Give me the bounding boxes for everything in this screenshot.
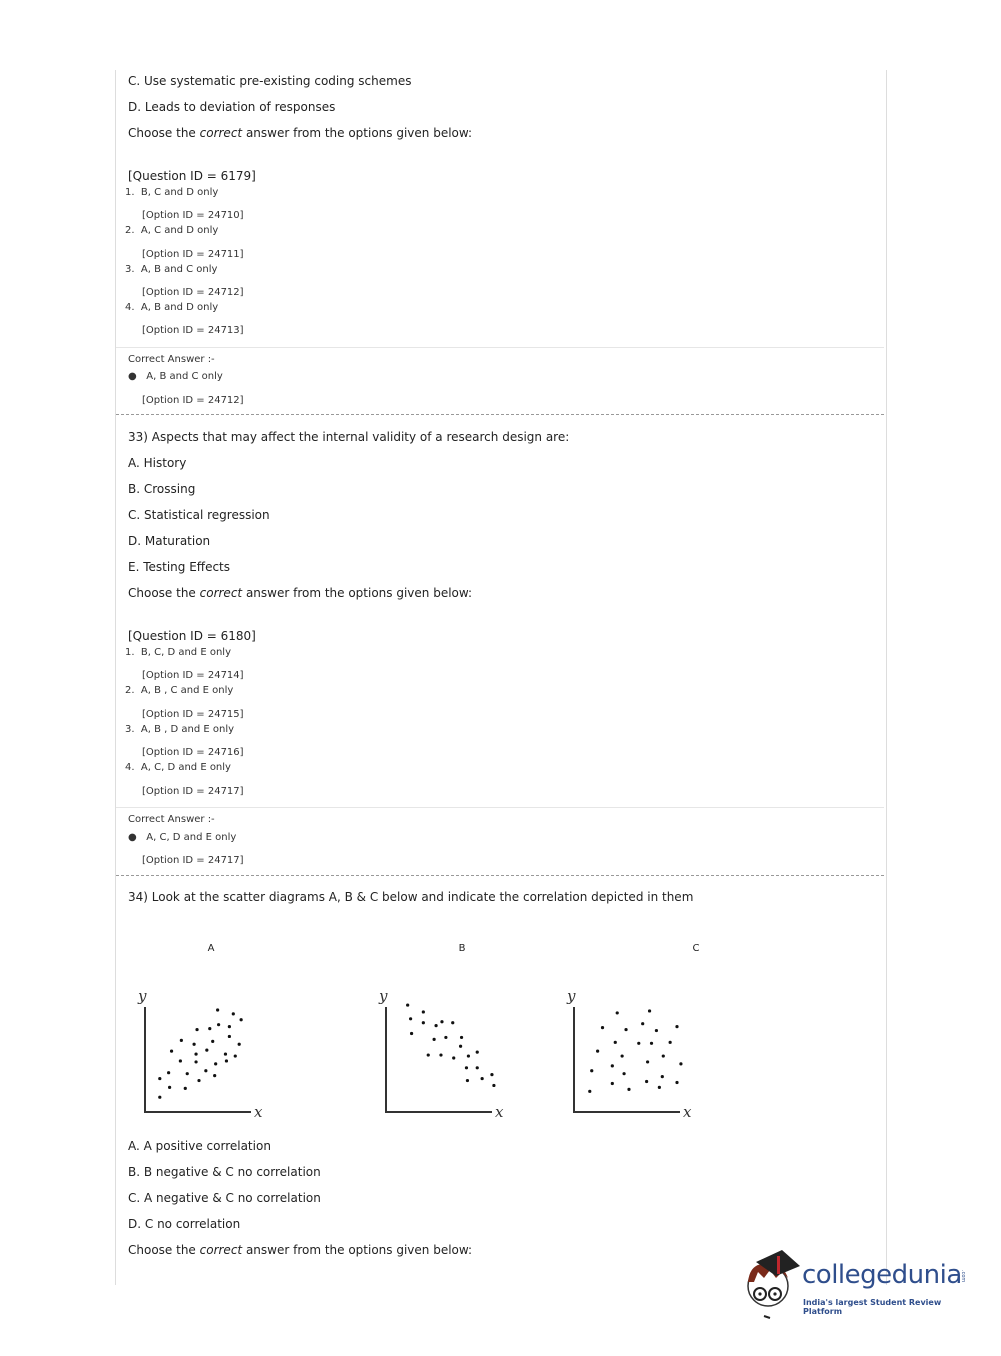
- logo-tagline: India's largest Student Review Platform: [803, 1298, 942, 1316]
- data-point: [669, 1041, 672, 1044]
- plot-label-c: C: [692, 943, 700, 954]
- option-id: [Option ID = 24713]: [142, 325, 244, 336]
- choose-emphasis: correct: [199, 1243, 243, 1257]
- data-point: [648, 1009, 651, 1012]
- data-point: [650, 1042, 653, 1045]
- data-point: [224, 1052, 227, 1055]
- data-point: [225, 1059, 228, 1062]
- data-point: [194, 1052, 197, 1055]
- data-point: [440, 1020, 443, 1023]
- logo-tld: .com: [960, 1270, 966, 1283]
- data-point: [433, 1038, 436, 1041]
- data-point: [184, 1087, 187, 1090]
- data-point: [662, 1054, 665, 1057]
- option-id: [Option ID = 24711]: [142, 249, 244, 260]
- option-id: [Option ID = 24710]: [142, 210, 244, 221]
- option-c: C. A negative & C no correlation: [128, 1191, 321, 1205]
- scatter-plot-c: [559, 987, 699, 1127]
- data-point: [406, 1003, 409, 1006]
- data-point: [439, 1053, 442, 1056]
- choose-prefix: Choose the: [128, 1243, 200, 1257]
- data-point: [611, 1064, 614, 1067]
- data-point: [409, 1017, 412, 1020]
- option-id: [Option ID = 24716]: [142, 747, 244, 758]
- axes: [386, 1007, 492, 1112]
- data-point: [601, 1026, 604, 1029]
- option-text: A, C, D and E only: [140, 762, 231, 773]
- option-2: [125, 225, 218, 237]
- data-point: [675, 1025, 678, 1028]
- data-point: [427, 1053, 430, 1056]
- data-point: [234, 1054, 237, 1057]
- statement-d: D. Maturation: [128, 534, 211, 548]
- option-text: A, B and D only: [140, 302, 219, 313]
- logo-brand: collegedunia: [802, 1260, 962, 1290]
- data-point: [158, 1077, 161, 1080]
- plot-label-b: B: [458, 943, 466, 954]
- data-point: [465, 1066, 468, 1069]
- choose-prefix: Choose the: [128, 126, 200, 140]
- data-point: [444, 1036, 447, 1039]
- y-axis-label: y: [567, 987, 576, 1005]
- correct-option-id: [Option ID = 24717]: [142, 855, 244, 866]
- data-point: [195, 1028, 198, 1031]
- data-point: [179, 1059, 182, 1062]
- statement-d: D. Leads to deviation of responses: [128, 100, 336, 114]
- data-point: [641, 1022, 644, 1025]
- option-4: [125, 302, 218, 314]
- data-point: [645, 1080, 648, 1083]
- divider: [116, 347, 884, 348]
- statement-e: E. Testing Effects: [128, 560, 230, 574]
- correct-answer-label: Correct Answer :-: [128, 814, 215, 825]
- data-point: [596, 1050, 599, 1053]
- data-point: [590, 1069, 593, 1072]
- data-point: [679, 1062, 682, 1065]
- x-axis-label: x: [683, 1103, 692, 1121]
- option-num: 4.: [125, 762, 135, 773]
- scatter-plot-b: [371, 987, 511, 1127]
- data-point: [194, 1060, 197, 1063]
- option-num: 3.: [125, 724, 135, 735]
- option-text: A, B , D and E only: [140, 724, 235, 735]
- data-point: [217, 1023, 220, 1026]
- data-point: [452, 1056, 455, 1059]
- statement-c: C. Statistical regression: [128, 508, 270, 522]
- statement-a: A. History: [128, 456, 187, 470]
- correct-answer: ● A, B and C only: [128, 371, 223, 382]
- data-point: [205, 1049, 208, 1052]
- data-point: [661, 1075, 664, 1078]
- option-2: [125, 685, 233, 697]
- option-num: 1.: [125, 647, 135, 658]
- option-text: B, C, D and E only: [140, 647, 231, 658]
- option-num: 2.: [125, 685, 135, 696]
- correct-answer-label: Correct Answer :-: [128, 354, 215, 365]
- question-33: 33) Aspects that may affect the internal validity of a research design are:: [128, 430, 570, 444]
- question-id: [Question ID = 6179]: [128, 169, 256, 183]
- data-point: [170, 1050, 173, 1053]
- data-point: [627, 1088, 630, 1091]
- option-num: 2.: [125, 225, 135, 236]
- data-point: [238, 1043, 241, 1046]
- y-axis-label: y: [379, 987, 388, 1005]
- choose-suffix: answer from the options given below:: [242, 126, 473, 140]
- data-point: [622, 1072, 625, 1075]
- data-point: [624, 1028, 627, 1031]
- data-point: [197, 1079, 200, 1082]
- data-point: [492, 1084, 495, 1087]
- option-b: B. B negative & C no correlation: [128, 1165, 321, 1179]
- choose-suffix: answer from the options given below:: [242, 1243, 473, 1257]
- data-point: [204, 1069, 207, 1072]
- option-3: [125, 264, 217, 276]
- option-d: D. C no correlation: [128, 1217, 241, 1231]
- question-divider: [116, 414, 884, 415]
- data-point: [167, 1071, 170, 1074]
- axes: [574, 1007, 680, 1112]
- correct-option-id: [Option ID = 24712]: [142, 395, 244, 406]
- data-point: [614, 1041, 617, 1044]
- data-point: [410, 1032, 413, 1035]
- option-a: A. A positive correlation: [128, 1139, 271, 1153]
- question-divider: [116, 875, 884, 876]
- data-point: [481, 1077, 484, 1080]
- data-point: [655, 1029, 658, 1032]
- data-point: [588, 1090, 591, 1093]
- data-point: [466, 1079, 469, 1082]
- data-point: [459, 1045, 462, 1048]
- data-point: [158, 1096, 161, 1099]
- data-point: [434, 1024, 437, 1027]
- statement-b: B. Crossing: [128, 482, 196, 496]
- data-point: [451, 1021, 454, 1024]
- plot-label-a: A: [207, 943, 215, 954]
- correct-answer: ● A, C, D and E only: [128, 832, 237, 843]
- x-axis-label: x: [254, 1103, 263, 1121]
- data-point: [476, 1066, 479, 1069]
- choose-emphasis: correct: [199, 586, 243, 600]
- choose-instruction: [128, 1243, 472, 1257]
- choose-prefix: Choose the: [128, 586, 200, 600]
- y-axis-label: y: [138, 987, 147, 1005]
- data-point: [611, 1082, 614, 1085]
- option-text: A, B , C and E only: [140, 685, 234, 696]
- data-point: [208, 1027, 211, 1030]
- question-id: [Question ID = 6180]: [128, 629, 256, 643]
- correct-answer-text: A, C, D and E only: [146, 832, 237, 843]
- statement-c: C. Use systematic pre-existing coding schemes: [128, 74, 412, 88]
- data-point: [476, 1051, 479, 1054]
- question-34: 34) Look at the scatter diagrams A, B & C below and indicate the correlation depicted in them: [128, 890, 694, 904]
- data-point: [422, 1010, 425, 1013]
- data-point: [460, 1036, 463, 1039]
- data-point: [193, 1043, 196, 1046]
- option-id: [Option ID = 24714]: [142, 670, 244, 681]
- choose-emphasis: correct: [199, 126, 243, 140]
- option-text: A, B and C only: [140, 264, 218, 275]
- divider: [116, 807, 884, 808]
- scatter-plot-a: [130, 987, 270, 1127]
- option-1: [125, 647, 231, 659]
- data-point: [186, 1072, 189, 1075]
- data-point: [216, 1008, 219, 1011]
- option-id: [Option ID = 24715]: [142, 709, 244, 720]
- data-point: [232, 1012, 235, 1015]
- data-point: [240, 1018, 243, 1021]
- choose-instruction: [128, 586, 472, 600]
- data-point: [214, 1062, 217, 1065]
- option-1: [125, 187, 218, 199]
- data-point: [180, 1039, 183, 1042]
- mascot-icon: [742, 1248, 804, 1323]
- collegedunia-logo: [742, 1248, 972, 1323]
- option-3: [125, 724, 234, 736]
- x-axis-label: x: [495, 1103, 504, 1121]
- option-num: 1.: [125, 187, 135, 198]
- option-num: 3.: [125, 264, 135, 275]
- data-point: [637, 1042, 640, 1045]
- option-id: [Option ID = 24712]: [142, 287, 244, 298]
- option-text: A, C and D only: [140, 225, 219, 236]
- option-text: B, C and D only: [140, 187, 219, 198]
- choose-suffix: answer from the options given below:: [242, 586, 473, 600]
- option-4: [125, 762, 231, 774]
- data-point: [211, 1040, 214, 1043]
- data-point: [213, 1074, 216, 1077]
- data-point: [422, 1021, 425, 1024]
- data-point: [658, 1086, 661, 1089]
- data-point: [467, 1054, 470, 1057]
- data-point: [675, 1081, 678, 1084]
- option-num: 4.: [125, 302, 135, 313]
- correct-answer-text: A, B and C only: [146, 371, 223, 382]
- data-point: [168, 1086, 171, 1089]
- data-point: [616, 1011, 619, 1014]
- data-point: [228, 1025, 231, 1028]
- choose-instruction: [128, 126, 472, 140]
- option-id: [Option ID = 24717]: [142, 786, 244, 797]
- data-point: [621, 1054, 624, 1057]
- data-point: [490, 1073, 493, 1076]
- data-point: [646, 1060, 649, 1063]
- data-point: [228, 1035, 231, 1038]
